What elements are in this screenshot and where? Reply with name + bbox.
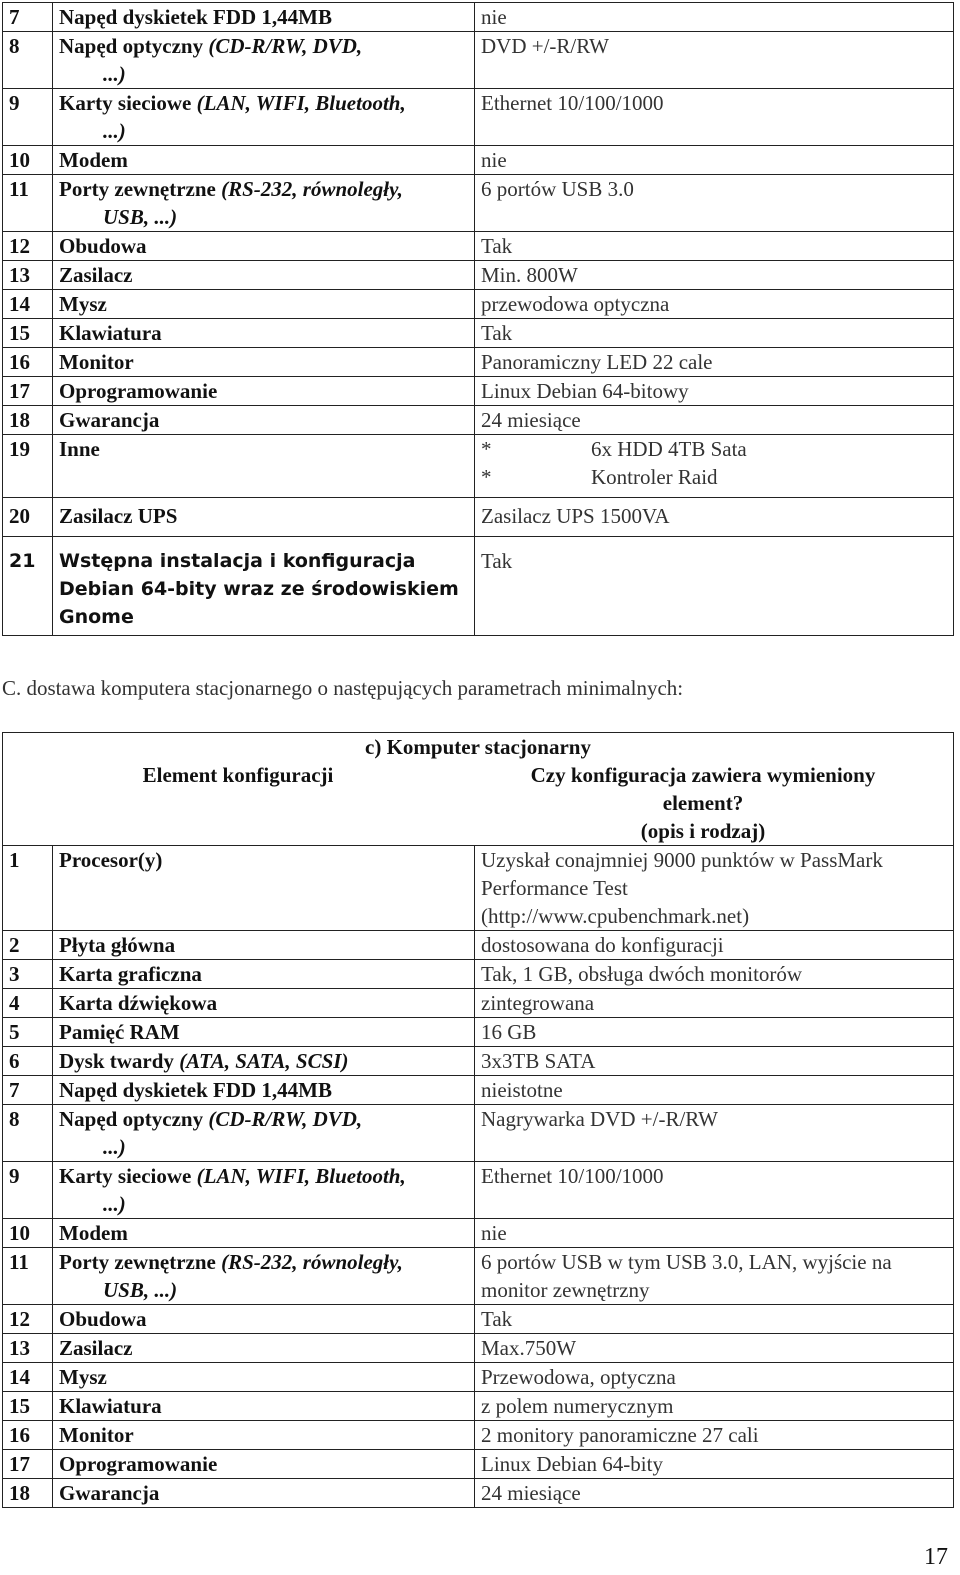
table-row xyxy=(3,1105,954,1162)
row-value xyxy=(475,1392,954,1421)
row-number: 13 xyxy=(3,1334,53,1363)
row-value-text: dostosowana do konfiguracji xyxy=(481,933,724,957)
row-value-text: nie xyxy=(481,1221,507,1245)
row-value-text: nieistotne xyxy=(481,1078,563,1102)
row-number: 19 xyxy=(3,435,53,498)
row-value-text: przewodowa optyczna xyxy=(481,292,670,316)
table-row xyxy=(3,1479,954,1508)
row-label xyxy=(53,1219,475,1248)
table-row xyxy=(3,1248,954,1305)
row-label-text: Zasilacz UPS xyxy=(59,504,178,528)
row-label xyxy=(53,1162,475,1219)
row-label-text: Monitor xyxy=(59,1423,134,1447)
table-row xyxy=(3,1421,954,1450)
row-label-text: Karty sieciowe xyxy=(59,1164,192,1188)
table-row xyxy=(3,1047,954,1076)
table-row xyxy=(3,3,954,32)
table-row xyxy=(3,406,954,435)
row-value xyxy=(475,498,954,537)
table-row xyxy=(3,319,954,348)
row-value-text: Tak, 1 GB, obsługa dwóch monitorów xyxy=(481,962,803,986)
row-label xyxy=(53,1018,475,1047)
bullet-star: * xyxy=(481,437,492,461)
row-value xyxy=(475,3,954,32)
table-row xyxy=(3,435,954,498)
row-label-text: Mysz xyxy=(59,1365,107,1389)
row-label xyxy=(53,348,475,377)
row-value-text: Ethernet 10/100/1000 xyxy=(481,1164,664,1188)
row-label xyxy=(53,1047,475,1076)
table-row xyxy=(3,261,954,290)
table-row xyxy=(3,348,954,377)
section-paragraph: C. dostawa komputera stacjonarnego o następujących parametrach minimalnych: xyxy=(2,676,684,700)
row-label: Inne xyxy=(53,435,475,498)
row-value xyxy=(475,1363,954,1392)
row-label-continuation: ...) xyxy=(103,119,126,143)
table-row xyxy=(3,1363,954,1392)
row-number: 14 xyxy=(3,290,53,319)
row-number: 12 xyxy=(3,1305,53,1334)
row-number: 1 xyxy=(3,846,53,931)
row-value xyxy=(475,1421,954,1450)
table-row xyxy=(3,146,954,175)
row-value xyxy=(475,290,954,319)
row-label xyxy=(53,146,475,175)
row-label xyxy=(53,960,475,989)
row-label xyxy=(53,931,475,960)
bullet-line xyxy=(481,435,953,463)
spec-table-1-body xyxy=(3,3,954,636)
row-value xyxy=(475,232,954,261)
row-value-text: Min. 800W xyxy=(481,263,578,287)
table-row xyxy=(3,89,954,146)
row-label-text: Zasilacz xyxy=(59,1336,133,1360)
row-value xyxy=(475,1219,954,1248)
row-label-text: Monitor xyxy=(59,350,134,374)
row-label-continuation: ...) xyxy=(103,1135,126,1159)
row-value xyxy=(475,1305,954,1334)
row-value xyxy=(475,377,954,406)
row-number: 3 xyxy=(3,960,53,989)
row-label xyxy=(53,1305,475,1334)
row-label-text: Napęd dyskietek FDD 1,44MB xyxy=(59,1078,333,1102)
row-value xyxy=(475,1018,954,1047)
table-row xyxy=(3,846,954,931)
row-label-text: Klawiatura xyxy=(59,321,162,345)
row-value-text: Panoramiczny LED 22 cale xyxy=(481,350,713,374)
row-label-text: Napęd optyczny xyxy=(59,1107,204,1131)
row-label-text: Zasilacz xyxy=(59,263,133,287)
row-number: 17 xyxy=(3,1450,53,1479)
table-row xyxy=(3,989,954,1018)
spec-table-2 xyxy=(2,732,954,1508)
row-label-text: Gwarancja xyxy=(59,408,160,432)
row-value-text: 2 monitory panoramiczne 27 cali xyxy=(481,1423,759,1447)
row-value xyxy=(475,931,954,960)
row-label-continuation: USB, ...) xyxy=(103,205,178,229)
spec-table-2-body xyxy=(3,733,954,1508)
row-number: 4 xyxy=(3,989,53,1018)
row-value-text: 24 miesiące xyxy=(481,1481,581,1505)
row-label-continuation: USB, ...) xyxy=(103,1278,178,1302)
table-row xyxy=(3,32,954,89)
row-label xyxy=(53,89,475,146)
row-label-text: Obudowa xyxy=(59,234,147,258)
table-row xyxy=(3,1334,954,1363)
row-value xyxy=(475,846,954,931)
row-value-text: DVD +/-R/RW xyxy=(481,34,609,58)
row-label-continuation: ...) xyxy=(103,1192,126,1216)
row-value xyxy=(475,960,954,989)
row-value-text: Tak xyxy=(481,234,513,258)
row-value-continuation: monitor zewnętrzny xyxy=(481,1278,650,1302)
table-row xyxy=(3,1305,954,1334)
row-value xyxy=(475,1076,954,1105)
row-label xyxy=(53,498,475,537)
row-value xyxy=(475,319,954,348)
row-value-text: 16 GB xyxy=(481,1020,537,1044)
row-label xyxy=(53,1363,475,1392)
row-value: Tak xyxy=(475,537,954,636)
row-number: 21 xyxy=(3,537,53,636)
row-value xyxy=(475,1479,954,1508)
row-label xyxy=(53,1248,475,1305)
row-value-text: zintegrowana xyxy=(481,991,595,1015)
row-number: 5 xyxy=(3,1018,53,1047)
row-value-text: nie xyxy=(481,5,507,29)
row-number: 11 xyxy=(3,1248,53,1305)
column-header-description: Czy konfiguracja zawiera wymieniony element? (opis i rodzaj) xyxy=(530,763,876,843)
row-label-detail: (CD-R/RW, DVD, xyxy=(208,34,363,58)
row-value-text: Linux Debian 64-bity xyxy=(481,1452,663,1476)
row-label xyxy=(53,175,475,232)
row-value xyxy=(475,261,954,290)
row-value xyxy=(475,32,954,89)
row-label xyxy=(53,319,475,348)
row-value xyxy=(475,1450,954,1479)
row-label xyxy=(53,3,475,32)
row-label-text: Karty sieciowe xyxy=(59,91,192,115)
row-label-text: Płyta główna xyxy=(59,933,176,957)
row-value-text: 3x3TB SATA xyxy=(481,1049,596,1073)
table-2-title: c) Komputer stacjonarny xyxy=(365,735,591,759)
row-label-detail: (LAN, WIFI, Bluetooth, xyxy=(196,1164,406,1188)
table-row xyxy=(3,175,954,232)
row-value-line: Uzyskał conajmniej 9000 punktów w PassMark xyxy=(481,848,883,872)
row-number: 9 xyxy=(3,89,53,146)
row-label-detail: (RS-232, równoległy, xyxy=(221,1250,403,1274)
row-number: 8 xyxy=(3,1105,53,1162)
row-number: 20 xyxy=(3,498,53,537)
row-label-detail: (CD-R/RW, DVD, xyxy=(208,1107,363,1131)
table-row xyxy=(3,1392,954,1421)
row-label-text: Obudowa xyxy=(59,1307,147,1331)
row-value-text: z polem numerycznym xyxy=(481,1394,674,1418)
row-number: 18 xyxy=(3,1479,53,1508)
row-value-text: Nagrywarka DVD +/-R/RW xyxy=(481,1107,718,1131)
row-value xyxy=(475,1334,954,1363)
row-value xyxy=(475,146,954,175)
row-label xyxy=(53,1076,475,1105)
row-label xyxy=(53,1450,475,1479)
row-label xyxy=(53,1392,475,1421)
row-label-text: Oprogramowanie xyxy=(59,1452,218,1476)
row-value-text: Tak xyxy=(481,321,513,345)
row-value-text: nie xyxy=(481,148,507,172)
row-label-text: Karta graficzna xyxy=(59,962,202,986)
row-label-text: Dysk twardy xyxy=(59,1049,174,1073)
bullet-line xyxy=(481,463,953,491)
row-label-text: Klawiatura xyxy=(59,1394,162,1418)
spec-table-1 xyxy=(2,2,954,636)
row-value-text: Tak xyxy=(481,1307,513,1331)
row-value-text: Ethernet 10/100/1000 xyxy=(481,91,664,115)
row-label-detail: (ATA, SATA, SCSI) xyxy=(179,1049,349,1073)
column-header-element: Element konfiguracji xyxy=(142,763,334,787)
row-number: 12 xyxy=(3,232,53,261)
row-number: 16 xyxy=(3,1421,53,1450)
row-label xyxy=(53,1105,475,1162)
row-value-text: 24 miesiące xyxy=(481,408,581,432)
row-label xyxy=(53,32,475,89)
row-value-text: 6 portów USB 3.0 xyxy=(481,177,634,201)
bullet-text: Kontroler Raid xyxy=(591,465,718,489)
row-label-text: Porty zewnętrzne xyxy=(59,177,216,201)
row-number: 7 xyxy=(3,3,53,32)
table-row xyxy=(3,537,954,636)
row-value xyxy=(475,1248,954,1305)
row-label xyxy=(53,1479,475,1508)
row-number: 14 xyxy=(3,1363,53,1392)
row-number: 9 xyxy=(3,1162,53,1219)
row-label-line: Wstępna instalacja i konfiguracja xyxy=(59,550,416,572)
row-value xyxy=(475,1105,954,1162)
row-label-text: Napęd dyskietek FDD 1,44MB xyxy=(59,5,333,29)
row-value xyxy=(475,435,954,498)
row-value xyxy=(475,348,954,377)
row-number: 7 xyxy=(3,1076,53,1105)
row-label-text: Napęd optyczny xyxy=(59,34,204,58)
row-label-line: Gnome xyxy=(59,606,134,628)
bullet-text: 6x HDD 4TB Sata xyxy=(591,437,747,461)
row-value-text: Max.750W xyxy=(481,1336,577,1360)
table-row xyxy=(3,232,954,261)
row-label xyxy=(53,989,475,1018)
row-number: 10 xyxy=(3,1219,53,1248)
row-label-text: Modem xyxy=(59,148,128,172)
row-label-text: Porty zewnętrzne xyxy=(59,1250,216,1274)
row-value-text: Linux Debian 64-bitowy xyxy=(481,379,689,403)
row-value-text: Zasilacz UPS 1500VA xyxy=(481,504,670,528)
row-number: 15 xyxy=(3,1392,53,1421)
row-value xyxy=(475,406,954,435)
row-number: 16 xyxy=(3,348,53,377)
row-number: 6 xyxy=(3,1047,53,1076)
row-number: 15 xyxy=(3,319,53,348)
row-label xyxy=(53,290,475,319)
table-2-header-row xyxy=(3,733,954,846)
row-number: 8 xyxy=(3,32,53,89)
row-label-text: Pamięć RAM xyxy=(59,1020,180,1044)
row-label-text: Modem xyxy=(59,1221,128,1245)
row-number: 18 xyxy=(3,406,53,435)
table-row xyxy=(3,1018,954,1047)
table-row xyxy=(3,1162,954,1219)
row-label-text: Oprogramowanie xyxy=(59,379,218,403)
row-number: 11 xyxy=(3,175,53,232)
row-value xyxy=(475,989,954,1018)
table-row xyxy=(3,960,954,989)
row-value xyxy=(475,1162,954,1219)
table-row xyxy=(3,931,954,960)
row-number: 13 xyxy=(3,261,53,290)
row-value-line: (http://www.cpubenchmark.net) xyxy=(481,904,750,928)
table-row xyxy=(3,1450,954,1479)
row-label xyxy=(53,261,475,290)
table-row xyxy=(3,290,954,319)
row-label xyxy=(53,537,475,636)
row-label-detail: (RS-232, równoległy, xyxy=(221,177,403,201)
page-number: 17 xyxy=(924,1544,948,1570)
table-row xyxy=(3,498,954,537)
row-label xyxy=(53,232,475,261)
row-label: Procesor(y) xyxy=(53,846,475,931)
row-label-line: Debian 64-bity wraz ze środowiskiem xyxy=(59,578,459,600)
row-label-text: Gwarancja xyxy=(59,1481,160,1505)
row-label-detail: (LAN, WIFI, Bluetooth, xyxy=(196,91,406,115)
row-label xyxy=(53,1334,475,1363)
row-value-text: 6 portów USB w tym USB 3.0, LAN, wyjście na xyxy=(481,1250,892,1274)
row-value xyxy=(475,89,954,146)
table-row xyxy=(3,1076,954,1105)
row-label-text: Karta dźwiękowa xyxy=(59,991,218,1015)
row-value-line: Performance Test xyxy=(481,876,628,900)
row-number: 17 xyxy=(3,377,53,406)
row-number: 10 xyxy=(3,146,53,175)
bullet-star: * xyxy=(481,465,492,489)
row-label xyxy=(53,1421,475,1450)
table-row xyxy=(3,1219,954,1248)
row-label xyxy=(53,406,475,435)
row-label xyxy=(53,377,475,406)
row-value xyxy=(475,1047,954,1076)
row-label-continuation: ...) xyxy=(103,62,126,86)
row-number: 2 xyxy=(3,931,53,960)
table-row xyxy=(3,377,954,406)
row-value-text: Przewodowa, optyczna xyxy=(481,1365,676,1389)
row-label-text: Mysz xyxy=(59,292,107,316)
row-value xyxy=(475,175,954,232)
